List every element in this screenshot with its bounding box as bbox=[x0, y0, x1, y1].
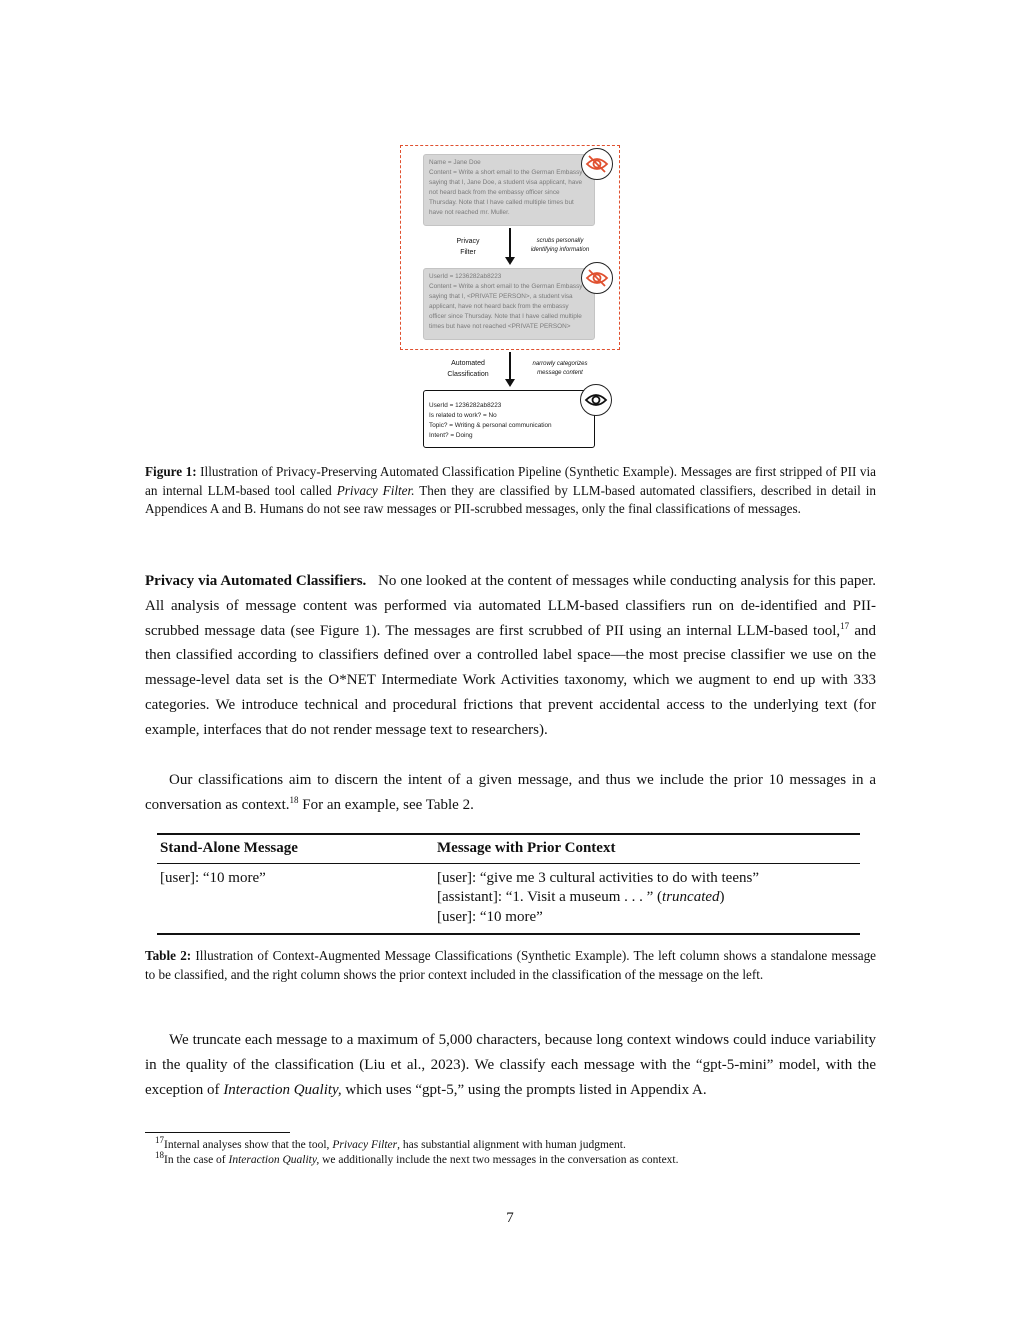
privacy-filter-note: scrubs personally identifying information bbox=[530, 238, 590, 253]
message-line: times but have not reached <PRIVATE PERSON> bbox=[429, 323, 571, 330]
footnote-number: 18 bbox=[155, 1150, 164, 1161]
result-line: Is related to work? = No bbox=[429, 412, 497, 419]
message-line: have not reached mr. Muller. bbox=[429, 209, 510, 216]
result-line: Topic? = Writing & personal communication bbox=[429, 422, 552, 429]
footnote-number: 17 bbox=[155, 1135, 164, 1146]
figure-caption bbox=[145, 463, 876, 519]
arrowhead bbox=[505, 257, 515, 265]
footnote-17: $^{17}$Internal analyses show that the tool, Privacy Filter, has substantial alignment with human judgment. bbox=[155, 1135, 626, 1151]
context-paragraph bbox=[145, 768, 876, 818]
section-heading: Privacy via Automated Classifiers. bbox=[145, 573, 367, 589]
caption-text: Then they are classified by LLM-based automated classifiers, described in detail in Appendices A and B. Humans do not see raw messages or PII-scrubbed messages, only the final classifications of messages. bbox=[145, 482, 876, 516]
paragraph-text: No one looked at the content of messages while conducting analysis for this paper. All analysis of message content was performed via automated LLM-based classifiers run on de-identified and PII-scrubbed message data (see Figure 1). The messages are first scrubbed of PII using an internal LLM-based tool, bbox=[145, 573, 876, 639]
caption-label: Table 2: bbox=[145, 948, 192, 963]
message-line: Name = Jane Doe bbox=[429, 159, 481, 166]
footnote-ref[interactable]: 18 bbox=[289, 794, 299, 805]
page-number: 7 bbox=[506, 1210, 514, 1226]
paragraph-text: Our classifications aim to discern the intent of a given message, and thus we include the prior 10 messages in a conversation as context. bbox=[145, 772, 876, 813]
table-bottom-rule bbox=[157, 933, 860, 935]
table-caption bbox=[145, 947, 876, 984]
table-header-row bbox=[157, 835, 860, 863]
pipeline-figure bbox=[395, 140, 625, 450]
table-header: Message with Prior Context bbox=[437, 840, 616, 856]
paragraph-text: We truncate each message to a maximum of 5,000 characters, because long context windows could induce variability in the quality of the classification (Liu et al., 2023). We classify each message with the “gpt-5-mini” model, with the exception of bbox=[145, 1032, 876, 1098]
classification-label: Automated Classification bbox=[447, 360, 489, 378]
context-line: [user]: “give me 3 cultural activities to do with teens” bbox=[437, 869, 759, 886]
original-message-card bbox=[423, 154, 595, 226]
caption-text: Illustration of Privacy-Preserving Automated Classification Pipeline (Synthetic Example). Messages are first stripped of PII via an internal LLM-based tool called bbox=[145, 464, 877, 498]
classification-note: narrowly categorizes message content bbox=[532, 361, 588, 376]
caption-emphasis: Privacy Filter. bbox=[336, 482, 415, 498]
caption-label: Figure 1: bbox=[145, 464, 197, 479]
paragraph-emphasis: Interaction Quality, bbox=[223, 1081, 342, 1098]
message-line: saying that I, <PRIVATE PERSON>, a student visa bbox=[429, 293, 573, 300]
context-line: [assistant]: “1. Visit a museum . . . ” (truncated) bbox=[437, 889, 725, 905]
message-line: not heard back from the embassy officer since bbox=[429, 189, 560, 196]
scrubbed-message-card bbox=[423, 268, 595, 340]
footnote-ref[interactable]: 17 bbox=[840, 620, 850, 631]
message-line: Content = Write a short email to the German Embassy bbox=[429, 169, 583, 176]
arrowhead bbox=[505, 379, 515, 387]
table-cell: [user]: “10 more” bbox=[160, 869, 266, 886]
table-header: Stand-Alone Message bbox=[160, 840, 298, 856]
context-line: [user]: “10 more” bbox=[437, 908, 543, 925]
message-line: Content = Write a short email to the German Embassy bbox=[429, 283, 583, 290]
arrow-down bbox=[509, 228, 511, 258]
eye-slash-icon bbox=[581, 262, 613, 294]
context-table bbox=[157, 833, 860, 935]
message-line: applicant, have not heard back from the embassy bbox=[429, 303, 569, 310]
privacy-filter-label: Privacy Filter bbox=[456, 238, 480, 256]
privacy-paragraph bbox=[145, 569, 876, 743]
result-line: UserId = 1236282ab8223 bbox=[429, 402, 502, 409]
arrow-down bbox=[509, 352, 511, 380]
footnote-rule bbox=[145, 1132, 290, 1133]
message-line: saying that I, Jane Doe, a student visa applicant, have bbox=[429, 179, 583, 186]
paragraph-text: which uses “gpt-5,” using the prompts listed in Appendix A. bbox=[341, 1081, 707, 1098]
eye-icon bbox=[580, 384, 612, 416]
caption-text: Illustration of Context-Augmented Message Classifications (Synthetic Example). The left column shows a standalone message to be classified, and the right column shows the prior context included in the classification of the message on the left. bbox=[145, 948, 877, 982]
closing-paragraph bbox=[145, 1028, 876, 1102]
paragraph-text: For an example, see Table 2. bbox=[298, 796, 474, 813]
paragraph-text: and then classified according to classifiers defined over a controlled label space—the most precise classifier we use on the message-level data set is the O*NET Intermediate Work Activities taxonomy, which we augment to end up with 333 categories. We introduce technical and procedural frictions that prevent accidental access to the underlying text (for example, interfaces that do not render message text to researchers). bbox=[145, 622, 876, 738]
message-line: UserId = 1236282ab8223 bbox=[429, 273, 502, 280]
result-line: Intent? = Doing bbox=[429, 432, 473, 439]
classification-result-card bbox=[423, 390, 595, 448]
message-line: officer since Thursday. Note that I have called multiple bbox=[429, 313, 582, 320]
footnote-18: $^{18}$In the case of Interaction Quality, we additionally include the next two messages in the conversation as context. bbox=[155, 1150, 679, 1166]
table-cell bbox=[437, 869, 860, 928]
table-row bbox=[157, 864, 860, 934]
eye-slash-icon bbox=[581, 148, 613, 180]
message-line: Thursday. Note that I have called multiple times but bbox=[429, 199, 574, 206]
